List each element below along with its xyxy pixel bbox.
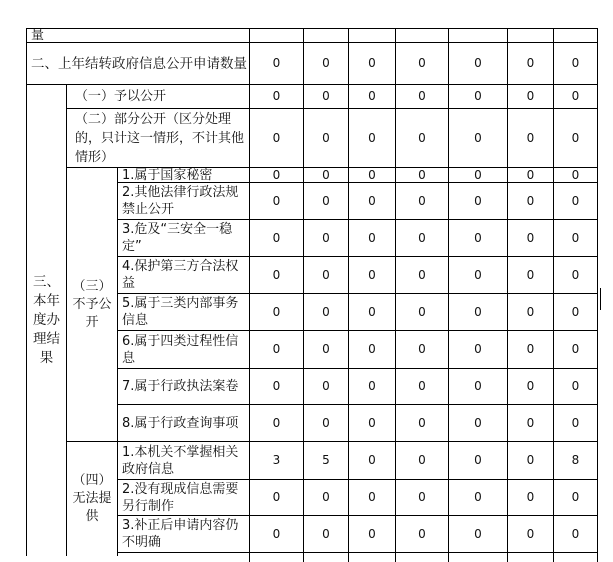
- group-not-disclosed-label: （三）不予公开: [67, 168, 118, 442]
- carryover-value: 0: [250, 43, 304, 85]
- unable-reason-value: 0: [449, 442, 508, 480]
- continued-row-value: [250, 29, 304, 43]
- carryover-label: 二、上年结转政府信息公开申请数量: [27, 43, 250, 85]
- row-public-value: 0: [554, 85, 598, 109]
- row-public-label: （一）予以公开: [67, 85, 250, 109]
- not-disclosed-reason-value: 0: [554, 168, 598, 183]
- unable-reason-value: 5: [304, 442, 349, 480]
- not-disclosed-reason-value: 0: [554, 294, 598, 331]
- row-partial-value: 0: [250, 109, 304, 168]
- row-public-value: 0: [449, 85, 508, 109]
- not-disclosed-reason-value: 0: [508, 405, 554, 442]
- carryover-value: 0: [304, 43, 349, 85]
- not-disclosed-reason-value: 0: [508, 183, 554, 220]
- not-disclosed-reason-value: 0: [349, 369, 396, 405]
- row-partial-value: 0: [508, 109, 554, 168]
- not-disclosed-reason-label: 7.属于行政执法案卷: [118, 369, 250, 405]
- not-disclosed-reason-value: 0: [250, 331, 304, 369]
- not-disclosed-reason-value: 0: [304, 294, 349, 331]
- row-public-value: 0: [508, 85, 554, 109]
- unable-reason-value: 0: [554, 516, 598, 553]
- carryover-value: 0: [508, 43, 554, 85]
- not-disclosed-reason-value: 0: [554, 257, 598, 294]
- row-partial-value: 0: [349, 109, 396, 168]
- unable-reason-value: 0: [449, 516, 508, 553]
- unable-reason-label: 2.没有现成信息需要另行制作: [118, 480, 250, 516]
- group-unable-label: （四）无法提供: [67, 442, 118, 556]
- not-disclosed-reason-value: 0: [349, 183, 396, 220]
- next-row-stub-value: [250, 553, 304, 562]
- carryover-value: 0: [449, 43, 508, 85]
- not-disclosed-reason-value: 0: [449, 331, 508, 369]
- carryover-value: 0: [396, 43, 449, 85]
- not-disclosed-reason-value: 0: [304, 168, 349, 183]
- unable-reason-value: 0: [304, 516, 349, 553]
- not-disclosed-reason-value: 0: [250, 405, 304, 442]
- not-disclosed-reason-value: 0: [250, 183, 304, 220]
- not-disclosed-reason-value: 0: [449, 405, 508, 442]
- row-partial-label: （二）部分公开（区分处理的，只计这一情形，不计其他情形）: [67, 109, 250, 168]
- not-disclosed-reason-value: 0: [554, 220, 598, 257]
- not-disclosed-reason-value: 0: [304, 331, 349, 369]
- not-disclosed-reason-label: 6.属于四类过程性信息: [118, 331, 250, 369]
- next-row-stub: [118, 553, 250, 562]
- not-disclosed-reason-value: 0: [449, 168, 508, 183]
- not-disclosed-reason-value: 0: [304, 220, 349, 257]
- unable-reason-value: 0: [304, 480, 349, 516]
- row-public-value: 0: [349, 85, 396, 109]
- continued-row-value: [396, 29, 449, 43]
- unable-reason-value: 0: [349, 442, 396, 480]
- not-disclosed-reason-value: 0: [349, 168, 396, 183]
- carryover-value: 0: [554, 43, 598, 85]
- continued-row-value: [449, 29, 508, 43]
- not-disclosed-reason-value: 0: [304, 257, 349, 294]
- not-disclosed-reason-value: 0: [508, 220, 554, 257]
- continued-row-value: [349, 29, 396, 43]
- continued-row-value: [304, 29, 349, 43]
- not-disclosed-reason-label: 5.属于三类内部事务信息: [118, 294, 250, 331]
- unable-reason-value: 3: [250, 442, 304, 480]
- row-public-value: 0: [250, 85, 304, 109]
- unable-reason-value: 0: [250, 480, 304, 516]
- not-disclosed-reason-value: 0: [304, 183, 349, 220]
- not-disclosed-reason-value: 0: [508, 369, 554, 405]
- row-partial-value: 0: [554, 109, 598, 168]
- not-disclosed-reason-label: 4.保护第三方合法权益: [118, 257, 250, 294]
- row-public-value: 0: [304, 85, 349, 109]
- not-disclosed-reason-value: 0: [396, 331, 449, 369]
- not-disclosed-reason-value: 0: [508, 168, 554, 183]
- not-disclosed-reason-value: 0: [250, 168, 304, 183]
- unable-reason-value: 0: [508, 442, 554, 480]
- unable-reason-value: 0: [449, 480, 508, 516]
- not-disclosed-reason-value: 0: [349, 294, 396, 331]
- not-disclosed-reason-value: 0: [396, 168, 449, 183]
- not-disclosed-reason-value: 0: [250, 294, 304, 331]
- next-row-stub-value: [554, 553, 598, 562]
- not-disclosed-reason-value: 0: [396, 369, 449, 405]
- unable-reason-value: 0: [508, 480, 554, 516]
- continued-row-label: 量: [27, 29, 250, 43]
- row-public-value: 0: [396, 85, 449, 109]
- not-disclosed-reason-value: 0: [554, 183, 598, 220]
- not-disclosed-reason-value: 0: [508, 294, 554, 331]
- unable-reason-value: 0: [349, 480, 396, 516]
- next-row-stub-value: [349, 553, 396, 562]
- not-disclosed-reason-value: 0: [396, 220, 449, 257]
- not-disclosed-reason-value: 0: [449, 257, 508, 294]
- carryover-value: 0: [349, 43, 396, 85]
- unable-reason-value: 0: [396, 516, 449, 553]
- continued-row-value: [508, 29, 554, 43]
- unable-reason-value: 0: [554, 480, 598, 516]
- not-disclosed-reason-value: 0: [250, 257, 304, 294]
- row-partial-value: 0: [449, 109, 508, 168]
- not-disclosed-reason-value: 0: [554, 405, 598, 442]
- not-disclosed-reason-value: 0: [349, 220, 396, 257]
- not-disclosed-reason-value: 0: [396, 405, 449, 442]
- next-row-stub-value: [508, 553, 554, 562]
- not-disclosed-reason-value: 0: [349, 331, 396, 369]
- not-disclosed-reason-value: 0: [449, 294, 508, 331]
- unable-reason-value: 0: [250, 516, 304, 553]
- not-disclosed-reason-value: 0: [508, 331, 554, 369]
- unable-reason-value: 0: [396, 480, 449, 516]
- unable-reason-value: 0: [396, 442, 449, 480]
- unable-reason-value: 0: [508, 516, 554, 553]
- not-disclosed-reason-label: 2.其他法律行政法规禁止公开: [118, 183, 250, 220]
- not-disclosed-reason-label: 3.危及“三安全一稳定”: [118, 220, 250, 257]
- next-row-stub-value: [449, 553, 508, 562]
- unable-reason-value: 8: [554, 442, 598, 480]
- not-disclosed-reason-value: 0: [508, 257, 554, 294]
- not-disclosed-reason-value: 0: [304, 369, 349, 405]
- unable-reason-value: 0: [349, 516, 396, 553]
- not-disclosed-reason-value: 0: [449, 369, 508, 405]
- not-disclosed-reason-value: 0: [554, 369, 598, 405]
- not-disclosed-reason-value: 0: [396, 183, 449, 220]
- not-disclosed-reason-value: 0: [250, 369, 304, 405]
- section-3-label: 三、本年度办理结果: [27, 85, 67, 556]
- continued-row-value: [554, 29, 598, 43]
- not-disclosed-reason-value: 0: [250, 220, 304, 257]
- not-disclosed-reason-value: 0: [396, 257, 449, 294]
- next-row-stub-value: [396, 553, 449, 562]
- not-disclosed-reason-value: 0: [304, 405, 349, 442]
- unable-reason-label: 1.本机关不掌握相关政府信息: [118, 442, 250, 480]
- unable-reason-label: 3.补正后申请内容仍不明确: [118, 516, 250, 553]
- not-disclosed-reason-value: 0: [554, 331, 598, 369]
- row-partial-value: 0: [304, 109, 349, 168]
- not-disclosed-reason-value: 0: [349, 405, 396, 442]
- page-margin-marker: [600, 288, 601, 310]
- not-disclosed-reason-value: 0: [449, 220, 508, 257]
- not-disclosed-reason-label: 8.属于行政查询事项: [118, 405, 250, 442]
- next-row-stub-value: [304, 553, 349, 562]
- not-disclosed-reason-value: 0: [349, 257, 396, 294]
- row-partial-value: 0: [396, 109, 449, 168]
- not-disclosed-reason-value: 0: [449, 183, 508, 220]
- not-disclosed-reason-label: 1.属于国家秘密: [118, 168, 250, 183]
- not-disclosed-reason-value: 0: [396, 294, 449, 331]
